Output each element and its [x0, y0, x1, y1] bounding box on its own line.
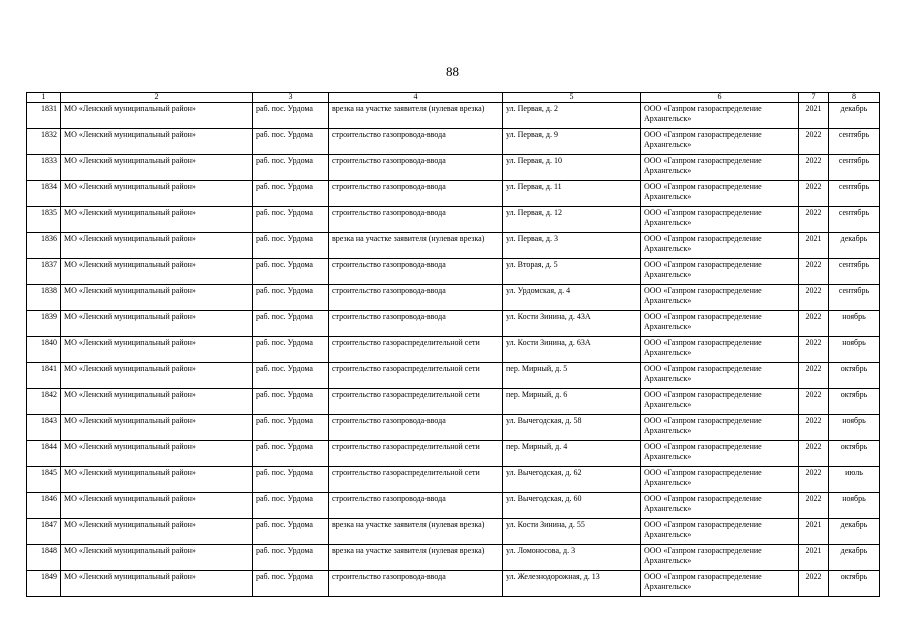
municipality-cell: МО «Ленский муниципальный район» — [61, 493, 253, 519]
row-number-cell: 1837 — [27, 259, 61, 285]
month-cell: сентябрь — [829, 129, 880, 155]
work-type-cell: строительство газопровода-ввода — [329, 285, 503, 311]
column-header: 8 — [829, 93, 880, 103]
settlement-cell: раб. пос. Урдома — [253, 311, 329, 337]
municipality-cell: МО «Ленский муниципальный район» — [61, 181, 253, 207]
year-cell: 2021 — [799, 545, 829, 571]
address-cell: ул. Вычегодская, д. 62 — [503, 467, 641, 493]
work-type-cell: строительство газопровода-ввода — [329, 207, 503, 233]
organization-cell: ООО «Газпром газораспределение Архангельск» — [641, 233, 799, 259]
settlement-cell: раб. пос. Урдома — [253, 467, 329, 493]
row-number-cell: 1841 — [27, 363, 61, 389]
municipality-cell: МО «Ленский муниципальный район» — [61, 103, 253, 129]
column-header: 4 — [329, 93, 503, 103]
year-cell: 2022 — [799, 363, 829, 389]
address-cell: ул. Первая, д. 10 — [503, 155, 641, 181]
year-cell: 2022 — [799, 181, 829, 207]
row-number-cell: 1849 — [27, 571, 61, 597]
address-cell: ул. Кости Зинина, д. 63А — [503, 337, 641, 363]
address-cell: ул. Железнодорожная, д. 13 — [503, 571, 641, 597]
month-cell: ноябрь — [829, 415, 880, 441]
table-row — [27, 571, 880, 597]
page-number: 88 — [446, 64, 459, 79]
municipality-cell: МО «Ленский муниципальный район» — [61, 441, 253, 467]
address-cell: ул. Ломоносова, д. 3 — [503, 545, 641, 571]
settlement-cell: раб. пос. Урдома — [253, 233, 329, 259]
year-cell: 2022 — [799, 467, 829, 493]
organization-cell: ООО «Газпром газораспределение Архангельск» — [641, 103, 799, 129]
month-cell: ноябрь — [829, 493, 880, 519]
settlement-cell: раб. пос. Урдома — [253, 207, 329, 233]
year-cell: 2022 — [799, 155, 829, 181]
work-type-cell: строительство газопровода-ввода — [329, 571, 503, 597]
organization-cell: ООО «Газпром газораспределение Архангельск» — [641, 545, 799, 571]
organization-cell: ООО «Газпром газораспределение Архангельск» — [641, 363, 799, 389]
municipality-cell: МО «Ленский муниципальный район» — [61, 155, 253, 181]
settlement-cell: раб. пос. Урдома — [253, 545, 329, 571]
year-cell: 2022 — [799, 571, 829, 597]
address-cell: ул. Первая, д. 3 — [503, 233, 641, 259]
address-cell: ул. Кости Зинина, д. 55 — [503, 519, 641, 545]
organization-cell: ООО «Газпром газораспределение Архангельск» — [641, 441, 799, 467]
work-type-cell: строительство газопровода-ввода — [329, 415, 503, 441]
year-cell: 2022 — [799, 441, 829, 467]
table-row — [27, 129, 880, 155]
row-number-cell: 1844 — [27, 441, 61, 467]
month-cell: декабрь — [829, 103, 880, 129]
gasification-table — [26, 92, 880, 597]
month-cell: ноябрь — [829, 311, 880, 337]
work-type-cell: строительство газопровода-ввода — [329, 129, 503, 155]
row-number-cell: 1833 — [27, 155, 61, 181]
settlement-cell: раб. пос. Урдома — [253, 129, 329, 155]
municipality-cell: МО «Ленский муниципальный район» — [61, 311, 253, 337]
organization-cell: ООО «Газпром газораспределение Архангельск» — [641, 311, 799, 337]
work-type-cell: строительство газопровода-ввода — [329, 311, 503, 337]
address-cell: пер. Мирный, д. 5 — [503, 363, 641, 389]
year-cell: 2022 — [799, 129, 829, 155]
municipality-cell: МО «Ленский муниципальный район» — [61, 337, 253, 363]
organization-cell: ООО «Газпром газораспределение Архангельск» — [641, 285, 799, 311]
year-cell: 2021 — [799, 519, 829, 545]
municipality-cell: МО «Ленский муниципальный район» — [61, 571, 253, 597]
row-number-cell: 1831 — [27, 103, 61, 129]
settlement-cell: раб. пос. Урдома — [253, 103, 329, 129]
year-cell: 2022 — [799, 337, 829, 363]
work-type-cell: строительство газопровода-ввода — [329, 155, 503, 181]
work-type-cell: строительство газораспределительной сети — [329, 441, 503, 467]
settlement-cell: раб. пос. Урдома — [253, 181, 329, 207]
column-header: 7 — [799, 93, 829, 103]
address-cell: ул. Кости Зинина, д. 43А — [503, 311, 641, 337]
year-cell: 2022 — [799, 389, 829, 415]
municipality-cell: МО «Ленский муниципальный район» — [61, 519, 253, 545]
column-header: 3 — [253, 93, 329, 103]
organization-cell: ООО «Газпром газораспределение Архангельск» — [641, 519, 799, 545]
table-row — [27, 103, 880, 129]
row-number-cell: 1842 — [27, 389, 61, 415]
month-cell: октябрь — [829, 389, 880, 415]
month-cell: декабрь — [829, 519, 880, 545]
table-row — [27, 519, 880, 545]
row-number-cell: 1843 — [27, 415, 61, 441]
settlement-cell: раб. пос. Урдома — [253, 363, 329, 389]
month-cell: ноябрь — [829, 337, 880, 363]
row-number-cell: 1846 — [27, 493, 61, 519]
organization-cell: ООО «Газпром газораспределение Архангельск» — [641, 571, 799, 597]
work-type-cell: строительство газораспределительной сети — [329, 363, 503, 389]
table-row — [27, 441, 880, 467]
month-cell: сентябрь — [829, 181, 880, 207]
work-type-cell: строительство газопровода-ввода — [329, 493, 503, 519]
municipality-cell: МО «Ленский муниципальный район» — [61, 259, 253, 285]
municipality-cell: МО «Ленский муниципальный район» — [61, 285, 253, 311]
column-header: 6 — [641, 93, 799, 103]
year-cell: 2021 — [799, 233, 829, 259]
address-cell: пер. Мирный, д. 4 — [503, 441, 641, 467]
work-type-cell: врезка на участке заявителя (нулевая врезка) — [329, 519, 503, 545]
settlement-cell: раб. пос. Урдома — [253, 415, 329, 441]
municipality-cell: МО «Ленский муниципальный район» — [61, 467, 253, 493]
column-header: 2 — [61, 93, 253, 103]
table-row — [27, 389, 880, 415]
address-cell: ул. Вторая, д. 5 — [503, 259, 641, 285]
month-cell: октябрь — [829, 571, 880, 597]
month-cell: октябрь — [829, 441, 880, 467]
municipality-cell: МО «Ленский муниципальный район» — [61, 129, 253, 155]
year-cell: 2022 — [799, 285, 829, 311]
table-row — [27, 337, 880, 363]
row-number-cell: 1839 — [27, 311, 61, 337]
table-row — [27, 415, 880, 441]
address-cell: ул. Вычегодская, д. 60 — [503, 493, 641, 519]
month-cell: сентябрь — [829, 207, 880, 233]
month-cell: декабрь — [829, 545, 880, 571]
municipality-cell: МО «Ленский муниципальный район» — [61, 233, 253, 259]
organization-cell: ООО «Газпром газораспределение Архангельск» — [641, 155, 799, 181]
settlement-cell: раб. пос. Урдома — [253, 155, 329, 181]
year-cell: 2021 — [799, 103, 829, 129]
row-number-cell: 1845 — [27, 467, 61, 493]
settlement-cell: раб. пос. Урдома — [253, 571, 329, 597]
organization-cell: ООО «Газпром газораспределение Архангельск» — [641, 181, 799, 207]
work-type-cell: врезка на участке заявителя (нулевая врезка) — [329, 545, 503, 571]
address-cell: ул. Первая, д. 11 — [503, 181, 641, 207]
month-cell: сентябрь — [829, 285, 880, 311]
settlement-cell: раб. пос. Урдома — [253, 519, 329, 545]
work-type-cell: строительство газопровода-ввода — [329, 181, 503, 207]
municipality-cell: МО «Ленский муниципальный район» — [61, 415, 253, 441]
row-number-cell: 1835 — [27, 207, 61, 233]
municipality-cell: МО «Ленский муниципальный район» — [61, 207, 253, 233]
municipality-cell: МО «Ленский муниципальный район» — [61, 363, 253, 389]
settlement-cell: раб. пос. Урдома — [253, 337, 329, 363]
settlement-cell: раб. пос. Урдома — [253, 389, 329, 415]
work-type-cell: строительство газораспределительной сети — [329, 337, 503, 363]
month-cell: декабрь — [829, 233, 880, 259]
row-number-cell: 1838 — [27, 285, 61, 311]
table-row — [27, 259, 880, 285]
row-number-cell: 1840 — [27, 337, 61, 363]
year-cell: 2022 — [799, 415, 829, 441]
row-number-cell: 1834 — [27, 181, 61, 207]
row-number-cell: 1832 — [27, 129, 61, 155]
work-type-cell: строительство газораспределительной сети — [329, 389, 503, 415]
municipality-cell: МО «Ленский муниципальный район» — [61, 545, 253, 571]
address-cell: ул. Урдомская, д. 4 — [503, 285, 641, 311]
municipality-cell: МО «Ленский муниципальный район» — [61, 389, 253, 415]
organization-cell: ООО «Газпром газораспределение Архангельск» — [641, 389, 799, 415]
table-row — [27, 207, 880, 233]
organization-cell: ООО «Газпром газораспределение Архангельск» — [641, 415, 799, 441]
settlement-cell: раб. пос. Урдома — [253, 285, 329, 311]
table-row — [27, 493, 880, 519]
table-row — [27, 311, 880, 337]
year-cell: 2022 — [799, 493, 829, 519]
month-cell: октябрь — [829, 363, 880, 389]
month-cell: сентябрь — [829, 155, 880, 181]
table-row — [27, 233, 880, 259]
work-type-cell: строительство газораспределительной сети — [329, 467, 503, 493]
column-header: 5 — [503, 93, 641, 103]
table-row — [27, 285, 880, 311]
organization-cell: ООО «Газпром газораспределение Архангельск» — [641, 337, 799, 363]
table-row — [27, 545, 880, 571]
year-cell: 2022 — [799, 207, 829, 233]
row-number-cell: 1848 — [27, 545, 61, 571]
address-cell: ул. Первая, д. 9 — [503, 129, 641, 155]
work-type-cell: строительство газопровода-ввода — [329, 259, 503, 285]
row-number-cell: 1847 — [27, 519, 61, 545]
table-row — [27, 155, 880, 181]
table-row — [27, 181, 880, 207]
table-row — [27, 467, 880, 493]
organization-cell: ООО «Газпром газораспределение Архангельск» — [641, 207, 799, 233]
column-header: 1 — [27, 93, 61, 103]
organization-cell: ООО «Газпром газораспределение Архангельск» — [641, 493, 799, 519]
address-cell: ул. Первая, д. 12 — [503, 207, 641, 233]
settlement-cell: раб. пос. Урдома — [253, 493, 329, 519]
settlement-cell: раб. пос. Урдома — [253, 259, 329, 285]
month-cell: июль — [829, 467, 880, 493]
address-cell: пер. Мирный, д. 6 — [503, 389, 641, 415]
month-cell: сентябрь — [829, 259, 880, 285]
organization-cell: ООО «Газпром газораспределение Архангельск» — [641, 129, 799, 155]
address-cell: ул. Первая, д. 2 — [503, 103, 641, 129]
row-number-cell: 1836 — [27, 233, 61, 259]
year-cell: 2022 — [799, 311, 829, 337]
settlement-cell: раб. пос. Урдома — [253, 441, 329, 467]
organization-cell: ООО «Газпром газораспределение Архангельск» — [641, 467, 799, 493]
work-type-cell: врезка на участке заявителя (нулевая врезка) — [329, 233, 503, 259]
year-cell: 2022 — [799, 259, 829, 285]
work-type-cell: врезка на участке заявителя (нулевая врезка) — [329, 103, 503, 129]
column-number-row — [27, 93, 880, 103]
organization-cell: ООО «Газпром газораспределение Архангельск» — [641, 259, 799, 285]
address-cell: ул. Вычегодская, д. 58 — [503, 415, 641, 441]
table-row — [27, 363, 880, 389]
